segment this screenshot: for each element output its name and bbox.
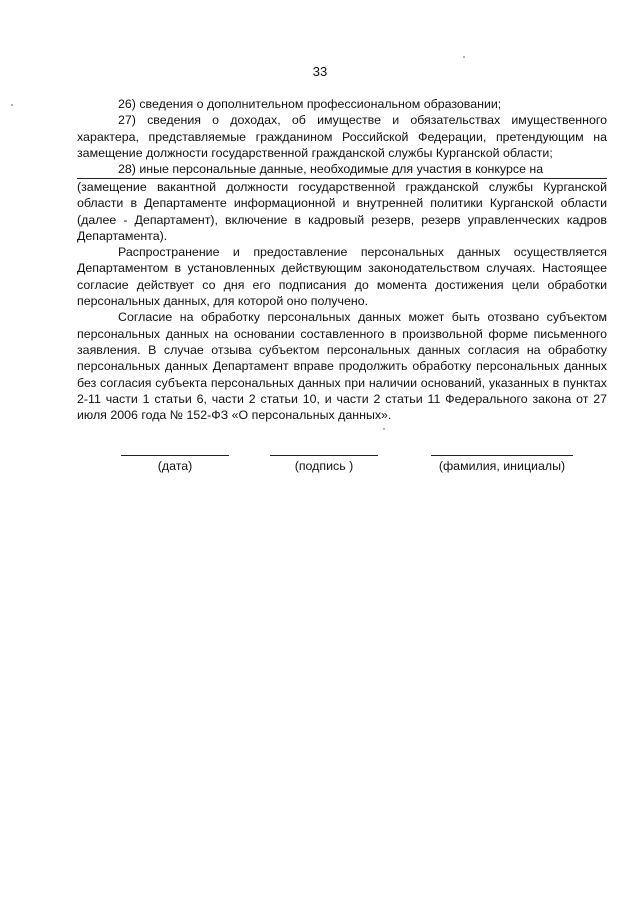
list-item-28: 28) иные персональные данные, необходимые для участия в конкурсе на xyxy=(118,162,544,177)
purpose-paragraph: (замещение вакантной должности государственной гражданской службы Курганской области в Департаменте информационной и внутренней политики Курганской области (далее - Департамент), включение в кадровый резерв, резерв управленческих кадров Департамента). xyxy=(77,180,607,243)
date-line xyxy=(121,455,229,456)
signature-label: (подпись ) xyxy=(294,459,354,473)
signature-date-field xyxy=(121,455,229,473)
list-item-26: 26) сведения о дополнительном профессиональном образовании; xyxy=(118,97,502,111)
date-label: (дата) xyxy=(157,459,193,473)
signature-sign-field xyxy=(270,455,378,473)
scan-speck xyxy=(383,428,385,430)
name-line xyxy=(431,455,573,456)
page-number: 33 xyxy=(312,64,328,79)
scan-speck xyxy=(11,104,13,106)
signature-line xyxy=(270,455,378,456)
withdrawal-paragraph: Согласие на обработку персональных данных может быть отозвано субъектом персональных данных на основании составленного в произвольной форме письменного заявления. В случае отзыва субъектом персональных данных согласия на обработку персональных данных Департамент вправе продолжить обработку персональных данных без согласия субъекта персональных данных при наличии оснований, указанных в пунктах 2-11 части 1 статьи 6, части 2 статьи 10, и части 2 статьи 11 Федерального закона от 27 июля 2006 года № 152-ФЗ «О персональных данных». xyxy=(77,310,607,423)
name-label: (фамилия, инициалы) xyxy=(438,459,566,473)
signature-name-field xyxy=(431,455,573,473)
consent-list-continuation xyxy=(77,96,607,177)
list-item-27: 27) сведения о доходах, об имуществе и обязательствах имущественного характера, представляемые гражданином Российской Федерации, претендующим на замещение должности государственной гражданской службы Курганской области; xyxy=(77,113,607,160)
distribution-paragraph: Распространение и предоставление персональных данных осуществляется Департаментом в установленных действующим законодательством случаях. Настоящее согласие действует со дня его подписания до момента достижения цели обработки персональных данных, для которой оно получено. xyxy=(77,245,607,309)
scan-speck xyxy=(463,56,465,58)
consent-body xyxy=(77,179,607,423)
